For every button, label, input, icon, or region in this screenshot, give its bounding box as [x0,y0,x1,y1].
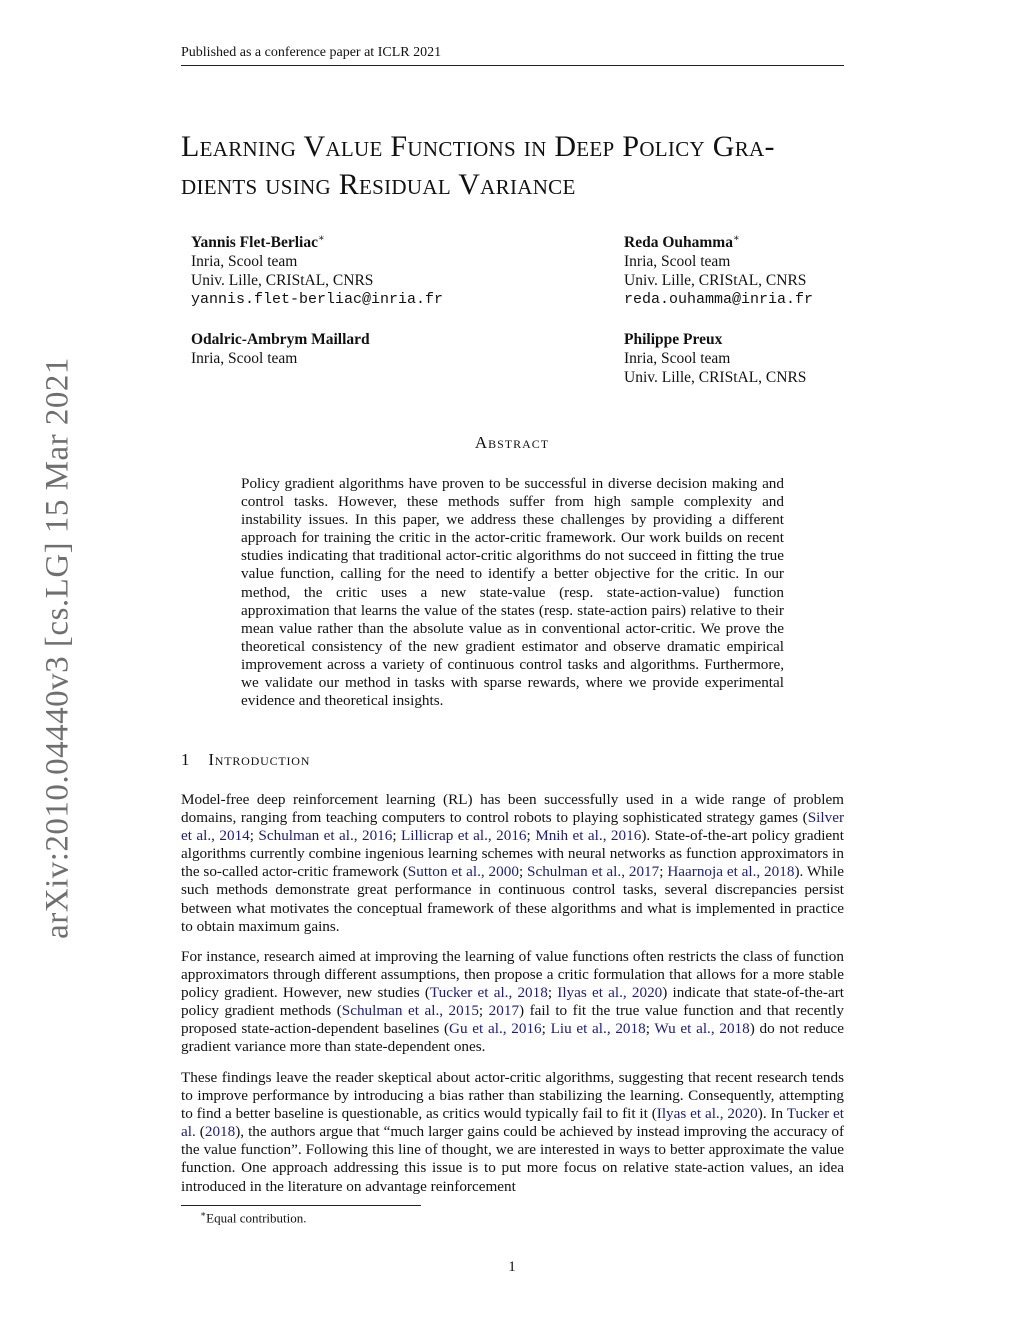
title-line-1: Learning Value Functions in Deep Policy Gra- [181,130,775,163]
paragraph-text: ), the authors argue that “much larger gains could be achieved by instead improving the accuracy of the value function”. Following this line of thought, we are interested in ways to better approximate the value function. One approach addressing this issue is to put more focus on relative state-action values, an idea introduced in the literature on advantage reinforcement [181,1123,845,1195]
author-block [624,330,806,387]
author-affiliation: Inria, Scool team [624,253,731,271]
author-affiliation: Univ. Lille, CRIStAL, CNRS [624,369,807,386]
citation-link[interactable]: Tucker et al. [181,1105,845,1141]
paragraph-text: ) indicate that state-of-the-art policy gradient methods ( [181,984,844,1020]
citation-link[interactable]: Tucker et al., 2018 [429,984,548,1002]
paragraph-text: ). While such methods demonstrate great performance in continuous control tasks, several discrepancies persist between what motivates the conceptual framework of these algorithms and what is implemented in practice to obtain maximum gains. [181,863,844,935]
citation-link[interactable]: Mnih et al., 2016 [535,827,642,845]
paragraph-text: ) fail to fit the true value function and that recently proposed state-action-dependent baselines ( [181,1002,844,1038]
author-name: Philippe Preux [624,331,723,348]
intro-paragraph-2 [181,948,844,1057]
footnote [200,1209,307,1226]
citation-separator: ; [518,863,528,881]
citation-separator: ; [645,1020,655,1038]
header-rule [181,65,844,66]
author-block [624,229,813,309]
citation-separator: ; [547,984,558,1002]
paragraph-text: ) do not reduce gradient variance more than state-dependent ones. [181,1020,845,1056]
author-email[interactable]: yannis.flet-berliac@inria.fr [191,291,444,309]
citation-separator: ; [392,827,402,845]
citation-separator: ( [195,1123,205,1141]
citation-separator: ; [526,827,536,845]
citation-link[interactable]: Ilyas et al., 2020 [557,984,663,1002]
equal-contribution-mark: ∗ [732,233,740,244]
author-name: Reda Ouhamma [624,234,733,252]
paragraph-text: These findings leave the reader skeptical about actor-critic algorithms, suggesting that recent research tends to improve performance by introducing a bias rather than stabilizing the learning. Consequently, attempting to find a better baseline is questionable, as critics would typically fail to fit it ( [181,1069,844,1123]
citation-link[interactable]: Wu et al., 2018 [654,1020,750,1038]
author-block [191,330,370,368]
citation-link[interactable]: Silver et al., 2014 [181,809,844,845]
abstract-text: Policy gradient algorithms have proven to be successful in diverse decision making and control tasks. However, these methods suffer from high sample complexity and instability issues. In this paper, we address these challenges by providing a different approach for training the critic in the actor-critic framework. Our work builds on recent studies indicating that traditional actor-critic algorithms do not succeed in fitting the true value function, calling for the need to identify a better objective for the critic. In our method, the critic uses a new state-value (resp. state-action-value) function approximation that learns the value of the states (resp. state-action pairs) relative to their mean value rather than the absolute value as in conventional actor-critic. We prove the theoretical consistency of the new gradient estimator and observe dramatic empirical improvement across a variety of continuous control tasks and algorithms. Furthermore, we validate our method in tasks with sparse rewards, where we provide experimental evidence and theoretical insights. [241,475,784,710]
page-number: 1 [508,1259,516,1275]
section-title: Introduction [208,750,311,769]
paragraph-text: ). State-of-the-art policy gradient algorithms currently combine ingenious learning schemes with neural networks as function approximators in the so-called actor-critic framework ( [181,827,844,881]
section-heading-introduction [181,750,310,770]
citation-link[interactable]: Liu et al., 2018 [550,1020,646,1038]
citation-separator: ; [478,1002,489,1020]
citation-link[interactable]: Gu et al., 2016 [449,1020,542,1038]
author-name: Odalric-Ambrym Maillard [191,331,370,348]
paragraph-text: Model-free deep reinforcement learning (RL) has been successfully used in a wide range of problem domains, ranging from teaching computers to control robots to playing sophisticated strategy games ( [181,791,844,827]
footnote-mark: ∗ [200,1209,207,1219]
citation-link[interactable]: 2017 [488,1002,520,1020]
citation-separator: ; [541,1020,551,1038]
section-number: 1 [181,750,191,769]
running-header: Published as a conference paper at ICLR 2021 [181,45,442,60]
intro-paragraph-3 [181,1069,844,1196]
citation-separator: ; [249,827,259,845]
intro-paragraph-1 [181,791,844,936]
author-affiliation: Inria, Scool team [191,253,298,271]
title-line-2: dients using Residual Variance [181,168,576,201]
footnote-rule [181,1205,421,1206]
author-block [191,229,443,309]
citation-link[interactable]: Ilyas et al., 2020 [656,1105,758,1123]
arxiv-identifier: arXiv:2010.04440v3 [cs.LG] 15 Mar 2021 [39,357,76,939]
author-affiliation: Univ. Lille, CRIStAL, CNRS [191,272,374,290]
footnote-text: Equal contribution. [206,1210,307,1226]
citation-link[interactable]: Sutton et al., 2000 [407,863,519,881]
citation-link[interactable]: Haarnoja et al., 2018 [667,863,795,881]
citation-link[interactable]: Schulman et al., 2017 [527,863,660,881]
citation-link[interactable]: Schulman et al., 2016 [258,827,393,845]
author-email[interactable]: reda.ouhamma@inria.fr [624,291,814,309]
citation-link[interactable]: Lillicrap et al., 2016 [401,827,527,845]
citation-link[interactable]: Schulman et al., 2015 [341,1002,479,1020]
paragraph-text: For instance, research aimed at improving the learning of value functions often restricts the class of function approximators through different assumptions, then propose a critic formulation that allows for a more stable policy gradient. However, new studies ( [181,948,844,1002]
paragraph-text: ). In [757,1105,787,1123]
paper-title [181,128,861,204]
author-affiliation: Inria, Scool team [191,350,298,367]
equal-contribution-mark: ∗ [318,233,325,244]
author-affiliation: Univ. Lille, CRIStAL, CNRS [624,272,807,290]
author-name: Yannis Flet-Berliac [191,234,318,252]
citation-separator: ; [659,863,668,881]
citation-link[interactable]: 2018 [204,1123,236,1141]
author-affiliation: Inria, Scool team [624,350,731,367]
abstract-heading: Abstract [474,433,550,452]
